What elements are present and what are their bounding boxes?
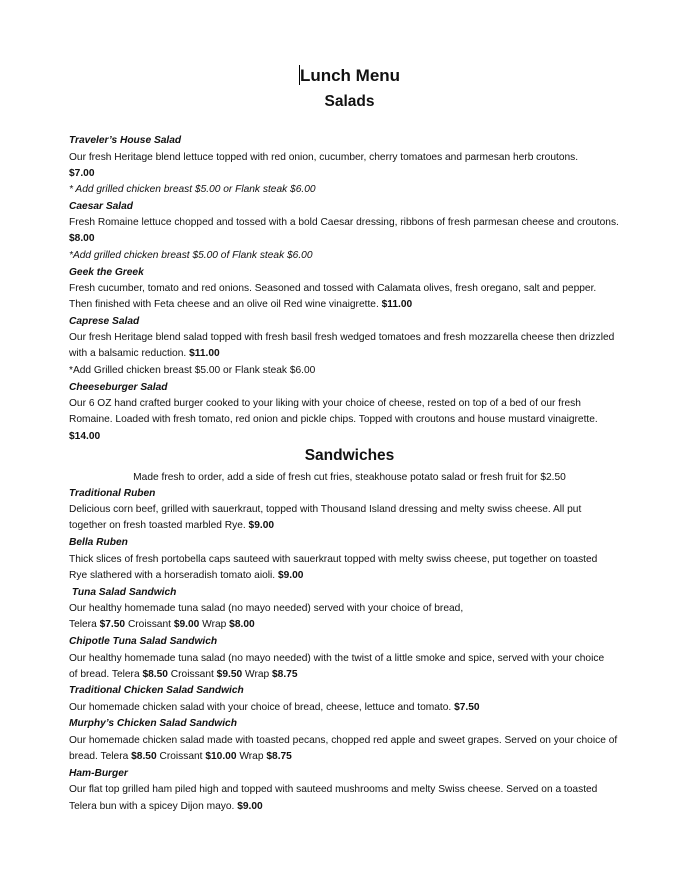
salads-heading: Salads: [324, 93, 375, 110]
menu-item-addon: * Add grilled chicken breast $5.00 or Flank steak $6.00: [69, 184, 316, 195]
menu-item-addon: *Add Grilled chicken breast $5.00 or Flank steak $6.00: [69, 365, 316, 376]
menu-item-description: Rye slathered with a horseradish tomato aioli. $9.00: [69, 570, 304, 581]
menu-item-name: Ham-Burger: [69, 768, 128, 779]
menu-item-name: Bella Ruben: [69, 537, 128, 548]
menu-item-name: Traveler’s House Salad: [69, 135, 182, 146]
menu-item-price: $11.00: [381, 299, 413, 310]
menu-item-name: Tuna Salad Sandwich: [69, 587, 177, 598]
menu-item-price: $11.00: [189, 348, 220, 359]
menu-item-description: Our flat top grilled ham piled high and topped with sauteed mushrooms and melty Swiss cheese. Served on a toasted: [69, 784, 598, 795]
menu-item-price: $7.00: [69, 168, 95, 179]
menu-item-name: Traditional Ruben: [69, 488, 156, 499]
menu-item-description: Our homemade chicken salad made with toasted pecans, chopped red apple and sweet grapes. Served on your choice of: [69, 735, 618, 746]
menu-item-name: Cheeseburger Salad: [69, 382, 168, 393]
menu-item-description: Then finished with Feta cheese and an olive oil Red wine vinaigrette. $11.00: [69, 299, 413, 310]
menu-item-description: Telera bun with a spicey Dijon mayo. $9.00: [69, 801, 263, 812]
menu-item-description: Our fresh Heritage blend salad topped with fresh basil fresh wedged tomatoes and fresh mozzarella cheese then drizzled: [69, 332, 615, 343]
menu-item-description: Fresh cucumber, tomato and red onions. Seasoned and tossed with Calamata olives, fresh oregano, salt and pepper.: [69, 283, 597, 294]
menu-item-description: Our healthy homemade tuna salad (no mayo needed) with the twist of a little smoke and spice, served with your choice: [69, 653, 605, 664]
menu-item-description: Our homemade chicken salad with your choice of bread, cheese, lettuce and tomato. $7.50: [69, 702, 480, 713]
page-title: Lunch Menu: [299, 66, 401, 85]
menu-item-description: Our 6 OZ hand crafted burger cooked to your liking with your choice of cheese, rested on top of a bed of our fresh: [69, 398, 581, 409]
menu-item-description: Our fresh Heritage blend lettuce topped with red onion, cucumber, cherry tomatoes and parmesan herb croutons.: [69, 152, 579, 163]
menu-item-description: Fresh Romaine lettuce chopped and tossed with a bold Caesar dressing, ribbons of fresh parmesan cheese and croutons.: [69, 217, 619, 228]
menu-item-price: $9.00: [237, 801, 263, 812]
menu-item-prices: bread. Telera $8.50 Croissant $10.00 Wrap $8.75: [69, 751, 292, 762]
menu-item-description: Thick slices of fresh portobella caps sauteed with sauerkraut topped with melty swiss cheese, put together on toasted: [69, 554, 598, 565]
menu-item-addon: *Add grilled chicken breast $5.00 of Flank steak $6.00: [69, 250, 313, 261]
menu-item-description: Our healthy homemade tuna salad (no mayo needed) served with your choice of bread,: [69, 603, 464, 614]
menu-item-name: Caprese Salad: [69, 316, 140, 327]
menu-item-name: Traditional Chicken Salad Sandwich: [69, 685, 244, 696]
menu-item-description: Delicious corn beef, grilled with sauerkraut, topped with Thousand Island dressing and melty swiss cheese. All put: [69, 504, 582, 515]
menu-item-description: together on fresh toasted marbled Rye. $9.00: [69, 520, 275, 531]
menu-item-name: Geek the Greek: [69, 267, 144, 278]
menu-item-price: $8.00: [69, 233, 95, 244]
menu-item-prices: of bread. Telera $8.50 Croissant $9.50 Wrap $8.75: [69, 669, 298, 680]
sandwiches-note: Made fresh to order, add a side of fresh cut fries, steakhouse potato salad or fresh fruit for $2.50: [133, 472, 566, 483]
menu-item-price: $7.50: [454, 702, 480, 713]
menu-item-prices: Telera $7.50 Croissant $9.00 Wrap $8.00: [69, 619, 255, 630]
menu-item-description: with a balsamic reduction. $11.00: [69, 348, 220, 359]
menu-item-name: Murphy’s Chicken Salad Sandwich: [69, 718, 237, 729]
menu-item-price: $9.00: [248, 520, 275, 531]
sandwiches-heading: Sandwiches: [304, 447, 395, 464]
menu-item-name: Chipotle Tuna Salad Sandwich: [69, 636, 218, 647]
menu-item-description: Romaine. Loaded with fresh tomato, red onion and pickle chips. Topped with croutons and house mustard vinaigrette.: [69, 414, 598, 425]
menu-item-price: $14.00: [69, 431, 101, 442]
menu-item-price: $9.00: [277, 570, 304, 581]
menu-item-name: Caesar Salad: [69, 201, 133, 212]
